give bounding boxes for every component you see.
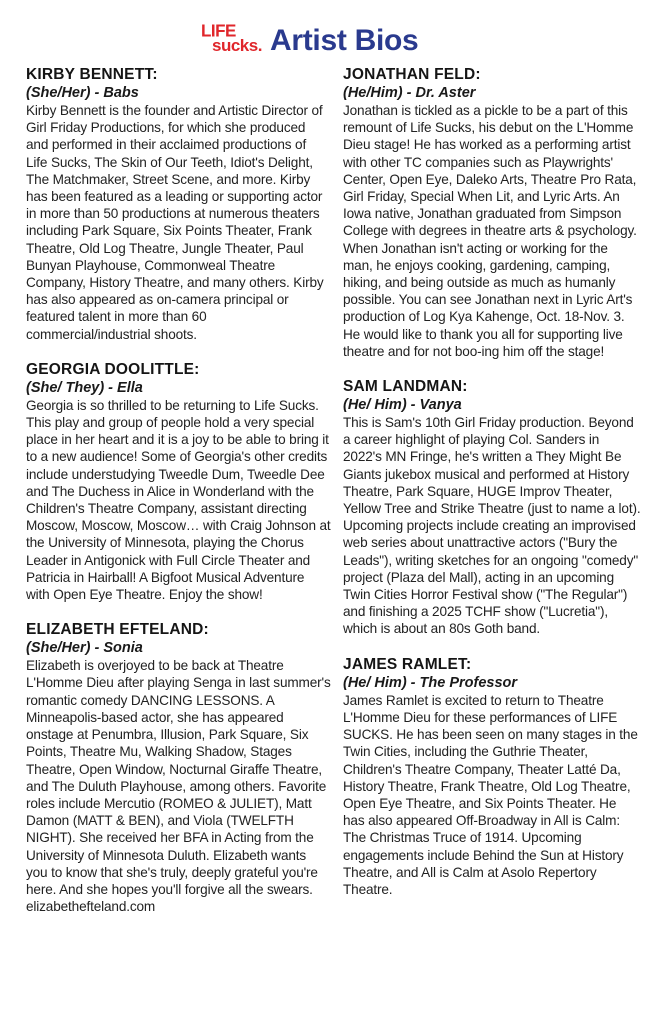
artist-role: (She/Her) - Babs: [26, 85, 139, 101]
artist-name: GEORGIA DOOLITTLE:: [26, 360, 200, 378]
artist-bio: James Ramlet is excited to return to Theatre L'Homme Dieu for these performances of LIFE SUCKS. He has been seen on many stages in the Twin Cities, including the Guthrie Theater, Children's Theatre Company, Theater Latté Da, History Theatre, Frank Theatre, Old Log Theatre, Open Eye Theatre, and Six Points Theater. He has also appeared Off-Broadway in All is Calm: The Christmas Truce of 1914. Upcoming engagements include Behind the Sun at History Theatre, and All is Calm at Asolo Repertory Theatre.: [343, 692, 638, 897]
artist-role: (He/ Him) - The Professor: [343, 674, 518, 691]
artist-bio: This is Sam's 10th Girl Friday production. Beyond a career highlight of playing Col. Sanders in 2022's MN Fringe, he's written a They Might Be Giants jukebox musical and performed at History Theatre, Park Square, HUGE Improv Theater, Yellow Tree and Strike Theatre (just to name a lot). Upcoming projects include creating an improvised web series about unattractive actors ("Bury the Leads"), writing sketches for an ongoing "comedy" project (Plaza del Mall), acting in an upcoming Twin Cities Horror Festival show ("The Regular") and finishing a 2025 TCHF show ("Lucretia"), which is about an 80s Goth band.: [343, 415, 641, 637]
bio-james-ramlet: [343, 656, 641, 898]
artist-role: (She/ They) - Ella: [26, 379, 143, 396]
page-title: Artist Bios: [270, 24, 419, 57]
right-column: [343, 66, 641, 916]
logo-line-2: sucks.: [212, 36, 262, 55]
artist-name: JAMES RAMLET:: [343, 655, 472, 673]
artist-name: KIRBY BENNETT:: [26, 66, 158, 83]
bio-jonathan-feld: [343, 66, 641, 360]
artist-name: SAM LANDMAN:: [343, 378, 468, 396]
artist-name: ELIZABETH EFTELAND:: [26, 621, 209, 639]
bio-sam-landman: [343, 378, 641, 638]
artist-role: (She/Her) - Sonia: [26, 640, 143, 657]
left-column: [26, 66, 331, 933]
artist-role: (He/ Him) - Vanya: [343, 397, 462, 414]
artist-role: (He/Him) - Dr. Aster: [343, 85, 476, 101]
life-sucks-logo: [201, 22, 271, 62]
bio-georgia-doolittle: [26, 361, 331, 603]
artist-bio: Elizabeth is overjoyed to be back at Theatre L'Homme Dieu after playing Senga in last summer's romantic comedy DANCING LESSONS. A Minneapolis-based actor, she has appeared onstage at Penumbra, Illusion, Park Square, Six Points, Theatre Mu, Walking Shadow, Stages Theatre, Open Window, Nocturnal Giraffe Theatre, and The Duluth Playhouse, among others. Favorite roles include Mercutio (ROMEO & JULIET), Matt Damon (MATT & BEN), and Viola (TWELFTH NIGHT). She received her BFA in Acting from the University of Minnesota Duluth. Elizabeth wants you to know that she's truly, deeply grateful you're here. And she hopes you'll forgive all the swears. elizabethefteland.com: [26, 658, 331, 915]
page-header: [0, 20, 658, 64]
logo-line-1: LIFE: [201, 20, 236, 41]
artist-bio: Jonathan is tickled as a pickle to be a part of this remount of Life Sucks, his debut on the L'Homme Dieu stage! He has worked as a performing artist with other TC companies such as Playwrights' Center, Open Eye, Daleko Arts, Theatre Pro Rata, Girl Friday, Special When Lit, and Lyric Arts. An Iowa native, Jonathan graduated from Simpson College with degrees in theatre arts & psychology. When Jonathan isn't acting or working for the man, he enjoys cooking, gardening, camping, hiking, and being outside as much as humanly possible. You can see Jonathan next in Lyric Art's production of Log Kya Kahenge, Oct. 18-Nov. 3. He would like to thank you all for supporting live theatre and for not boo-ing him off the stage!: [343, 103, 637, 359]
bio-elizabeth-efteland: [26, 621, 331, 915]
artist-name: JONATHAN FELD:: [343, 66, 481, 83]
artist-bio: Georgia is so thrilled to be returning to Life Sucks. This play and group of people hold a very special place in her heart and it is a joy to be able to bring it to a new audience! Some of Georgia's other credits include understudying Tweedle Dum, Tweedle Dee and The Duchess in Alice in Wonderland with the Children's Theatre Company, assistant directing Moscow, Moscow, Moscow… with Craig Johnson at the University of Minnesota, playing the Chorus Leader in Antigonick with Full Circle Theater and Patricia in Hairball! A Bigfoot Musical Adventure with Open Eye Theatre. Enjoy the show!: [26, 397, 331, 603]
bio-kirby-bennett: [26, 66, 331, 343]
artist-bio: Kirby Bennett is the founder and Artistic Director of Girl Friday Productions, for which she produced and performed in their acclaimed productions of Life Sucks, The Skin of Our Teeth, Idiot's Delight, The Matchmaker, Street Scene, and more. Kirby has been featured as a leading or supporting actor in more than 50 productions at numerous theaters including Park Square, Six Points Theater, Frank Theatre, Old Log Theatre, Jungle Theater, Paul Bunyan Playhouse, Commonweal Theatre Company, History Theatre, and many others. Kirby has also appeared as on-camera principal or featured talent in more than 60 commercial/industrial shoots.: [26, 103, 324, 342]
